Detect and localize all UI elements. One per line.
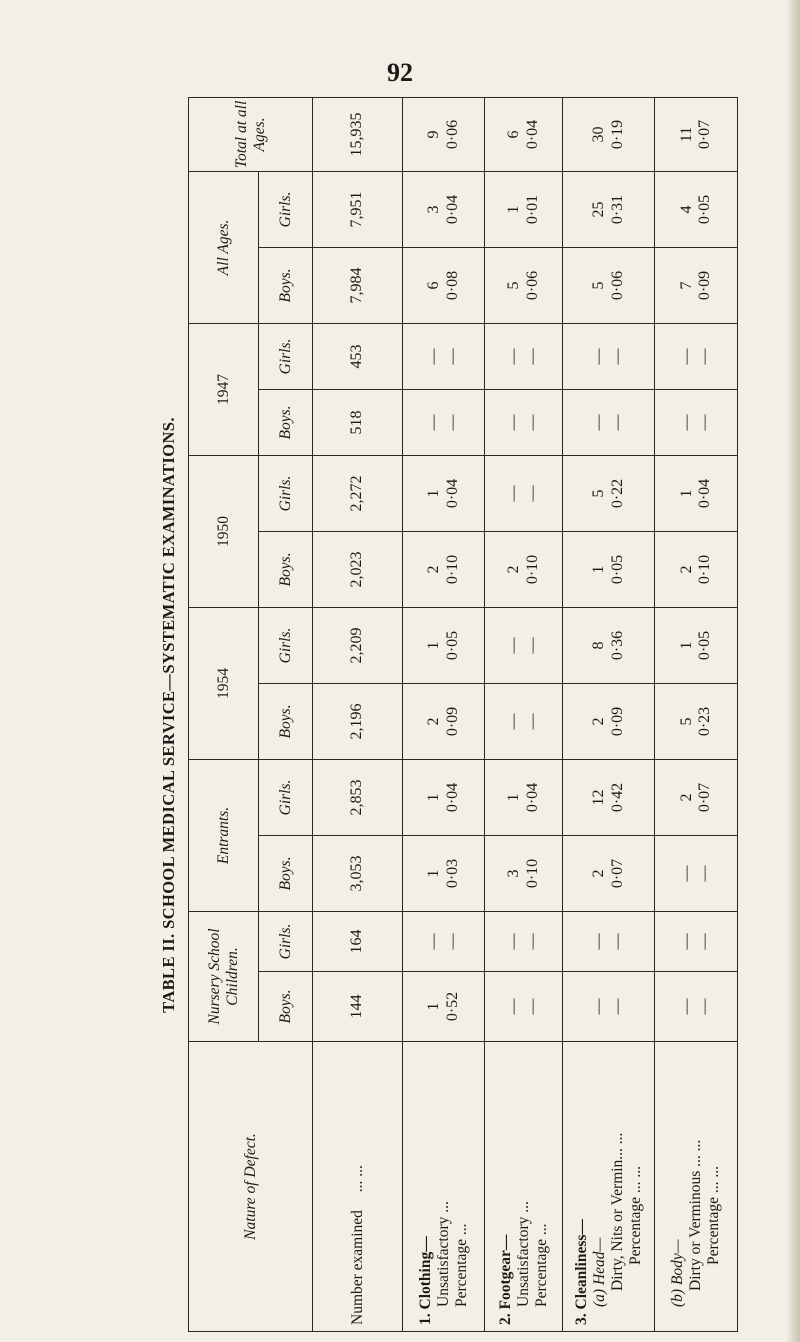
table-cell: 2,272 [313, 455, 403, 531]
boys-header: Boys. [259, 389, 313, 455]
table-cell: 8 0·36 [563, 607, 655, 683]
table-cell: 518 [313, 389, 403, 455]
footgear-unsatisfactory-label: Unsatisfactory ... [514, 1201, 532, 1307]
table-cell: 2 0·10 [655, 531, 738, 607]
total-header: Total at all Ages. [189, 97, 313, 171]
table-title: TABLE II. SCHOOL MEDICAL SERVICE—SYSTEMATIC EXAMINATIONS. [159, 417, 178, 1013]
group-header-1947: 1947 [189, 323, 259, 455]
table-cell: — — [655, 835, 738, 911]
row-label [403, 1042, 485, 1332]
table-cell: 1 0·03 [403, 835, 485, 911]
girls-header: Girls. [259, 759, 313, 835]
number-examined-label: Number examined [348, 1210, 366, 1325]
table-cell: 144 [313, 972, 403, 1042]
table-cell: — — [403, 389, 485, 455]
table-cell: — — [655, 323, 738, 389]
table-cell: — — [563, 911, 655, 971]
table-cell: — — [485, 683, 563, 759]
body-percentage-label: Percentage ... ... [705, 1166, 722, 1265]
table-cell: 5 0·23 [655, 683, 738, 759]
table-cell: 4 0·05 [655, 171, 738, 247]
table-cell: 5 0·06 [485, 247, 563, 323]
table-cell: — — [563, 972, 655, 1042]
table-cell: 1 0·04 [485, 759, 563, 835]
table-cell: 2 0·09 [563, 683, 655, 759]
table-cell: 5 0·22 [563, 455, 655, 531]
body-label: (b) Body— [669, 1239, 686, 1307]
table-cell: 5 0·06 [563, 247, 655, 323]
row-label [313, 1042, 403, 1332]
row-label [485, 1042, 563, 1332]
table-cell: 7,951 [313, 171, 403, 247]
table-cell: 30 0·19 [563, 97, 655, 171]
group-header-all-ages: All Ages. [189, 171, 259, 323]
table-cell: 3,053 [313, 835, 403, 911]
cleanliness-label: 3. Cleanliness— [572, 1219, 590, 1325]
group-header-1950: 1950 [189, 455, 259, 607]
table-cell: 1 0·05 [403, 607, 485, 683]
table-cell: 25 0·31 [563, 171, 655, 247]
table-cell: — — [485, 972, 563, 1042]
table-cell: — — [403, 911, 485, 971]
leader-dots: ... ... [348, 1165, 366, 1193]
footgear-percentage-label: Percentage ... [532, 1223, 550, 1307]
table-cell: 3 0·04 [403, 171, 485, 247]
boys-header: Boys. [259, 247, 313, 323]
table-cell: 2,853 [313, 759, 403, 835]
girls-header: Girls. [259, 455, 313, 531]
table-cell: — — [655, 389, 738, 455]
clothing-percentage-label: Percentage ... [452, 1223, 470, 1307]
girls-header: Girls. [259, 323, 313, 389]
group-header-nursery: Nursery School Children. [189, 911, 259, 1041]
table-cell: 453 [313, 323, 403, 389]
boys-header: Boys. [259, 835, 313, 911]
head-label: (a) Head— [590, 1237, 608, 1307]
table-cell: 2,209 [313, 607, 403, 683]
table-cell: 3 0·10 [485, 835, 563, 911]
table-cell: — — [655, 972, 738, 1042]
head-dirty-label: Dirty, Nits or Vermin... ... [608, 1132, 626, 1291]
table-cell: 164 [313, 911, 403, 971]
girls-header: Girls. [259, 607, 313, 683]
boys-header: Boys. [259, 531, 313, 607]
table-cell: — — [563, 389, 655, 455]
table-cell: 1 0·52 [403, 972, 485, 1042]
page-edge-shadow [786, 0, 800, 1342]
rotated-table-page [152, 98, 737, 1332]
boys-header: Boys. [259, 972, 313, 1042]
table-cell: 2 0·07 [563, 835, 655, 911]
table-row-footgear [485, 97, 563, 1331]
clothing-unsatisfactory-label: Unsatisfactory ... [434, 1201, 452, 1307]
boys-header: Boys. [259, 683, 313, 759]
table-cell: 9 0·06 [403, 97, 485, 171]
table-cell: — — [485, 389, 563, 455]
table-row-number-examined [313, 97, 403, 1331]
group-header-1954: 1954 [189, 607, 259, 759]
table-cell: 2 0·10 [485, 531, 563, 607]
table-cell: 1 0·05 [563, 531, 655, 607]
table-row-cleanliness-body [655, 97, 738, 1331]
group-header-entrants: Entrants. [189, 759, 259, 911]
table-row-cleanliness-head [563, 97, 655, 1331]
table-cell: 11 0·07 [655, 97, 738, 171]
table-cell: 2 0·10 [403, 531, 485, 607]
table-cell: 7,984 [313, 247, 403, 323]
table-cell: 15,935 [313, 97, 403, 171]
table-cell: 1 0·05 [655, 607, 738, 683]
table-cell: 1 0·04 [655, 455, 738, 531]
table-cell: 6 0·08 [403, 247, 485, 323]
table-cell: 7 0·09 [655, 247, 738, 323]
table-cell: — — [563, 323, 655, 389]
girls-header: Girls. [259, 911, 313, 971]
footgear-label: 2. Footgear— [496, 1234, 514, 1325]
examinations-table [188, 97, 738, 1332]
group-header-row [189, 97, 259, 1331]
table-row-clothing [403, 97, 485, 1331]
table-cell: 12 0·42 [563, 759, 655, 835]
table-cell: 1 0·04 [403, 759, 485, 835]
table-cell: — — [485, 911, 563, 971]
girls-header: Girls. [259, 171, 313, 247]
table-cell: — — [655, 911, 738, 971]
table-cell: 2,196 [313, 683, 403, 759]
table-cell: — — [485, 455, 563, 531]
table-cell: 2 0·09 [403, 683, 485, 759]
table-cell: — — [485, 607, 563, 683]
row-label [655, 1042, 738, 1332]
table-cell: 2,023 [313, 531, 403, 607]
body-dirty-label: Dirty or Verminous ... ... [687, 1139, 704, 1291]
head-percentage-label: Percentage ... ... [626, 1166, 644, 1265]
table-cell: 1 0·04 [403, 455, 485, 531]
table-cell: 2 0·07 [655, 759, 738, 835]
page-number: 92 [387, 58, 413, 87]
clothing-label: 1. Clothing— [416, 1236, 434, 1325]
nature-of-defect-header: Nature of Defect. [189, 1042, 313, 1332]
row-label [563, 1042, 655, 1332]
table-cell: — — [403, 323, 485, 389]
table-cell: 6 0·04 [485, 97, 563, 171]
table-cell: 1 0·01 [485, 171, 563, 247]
table-cell: — — [485, 323, 563, 389]
